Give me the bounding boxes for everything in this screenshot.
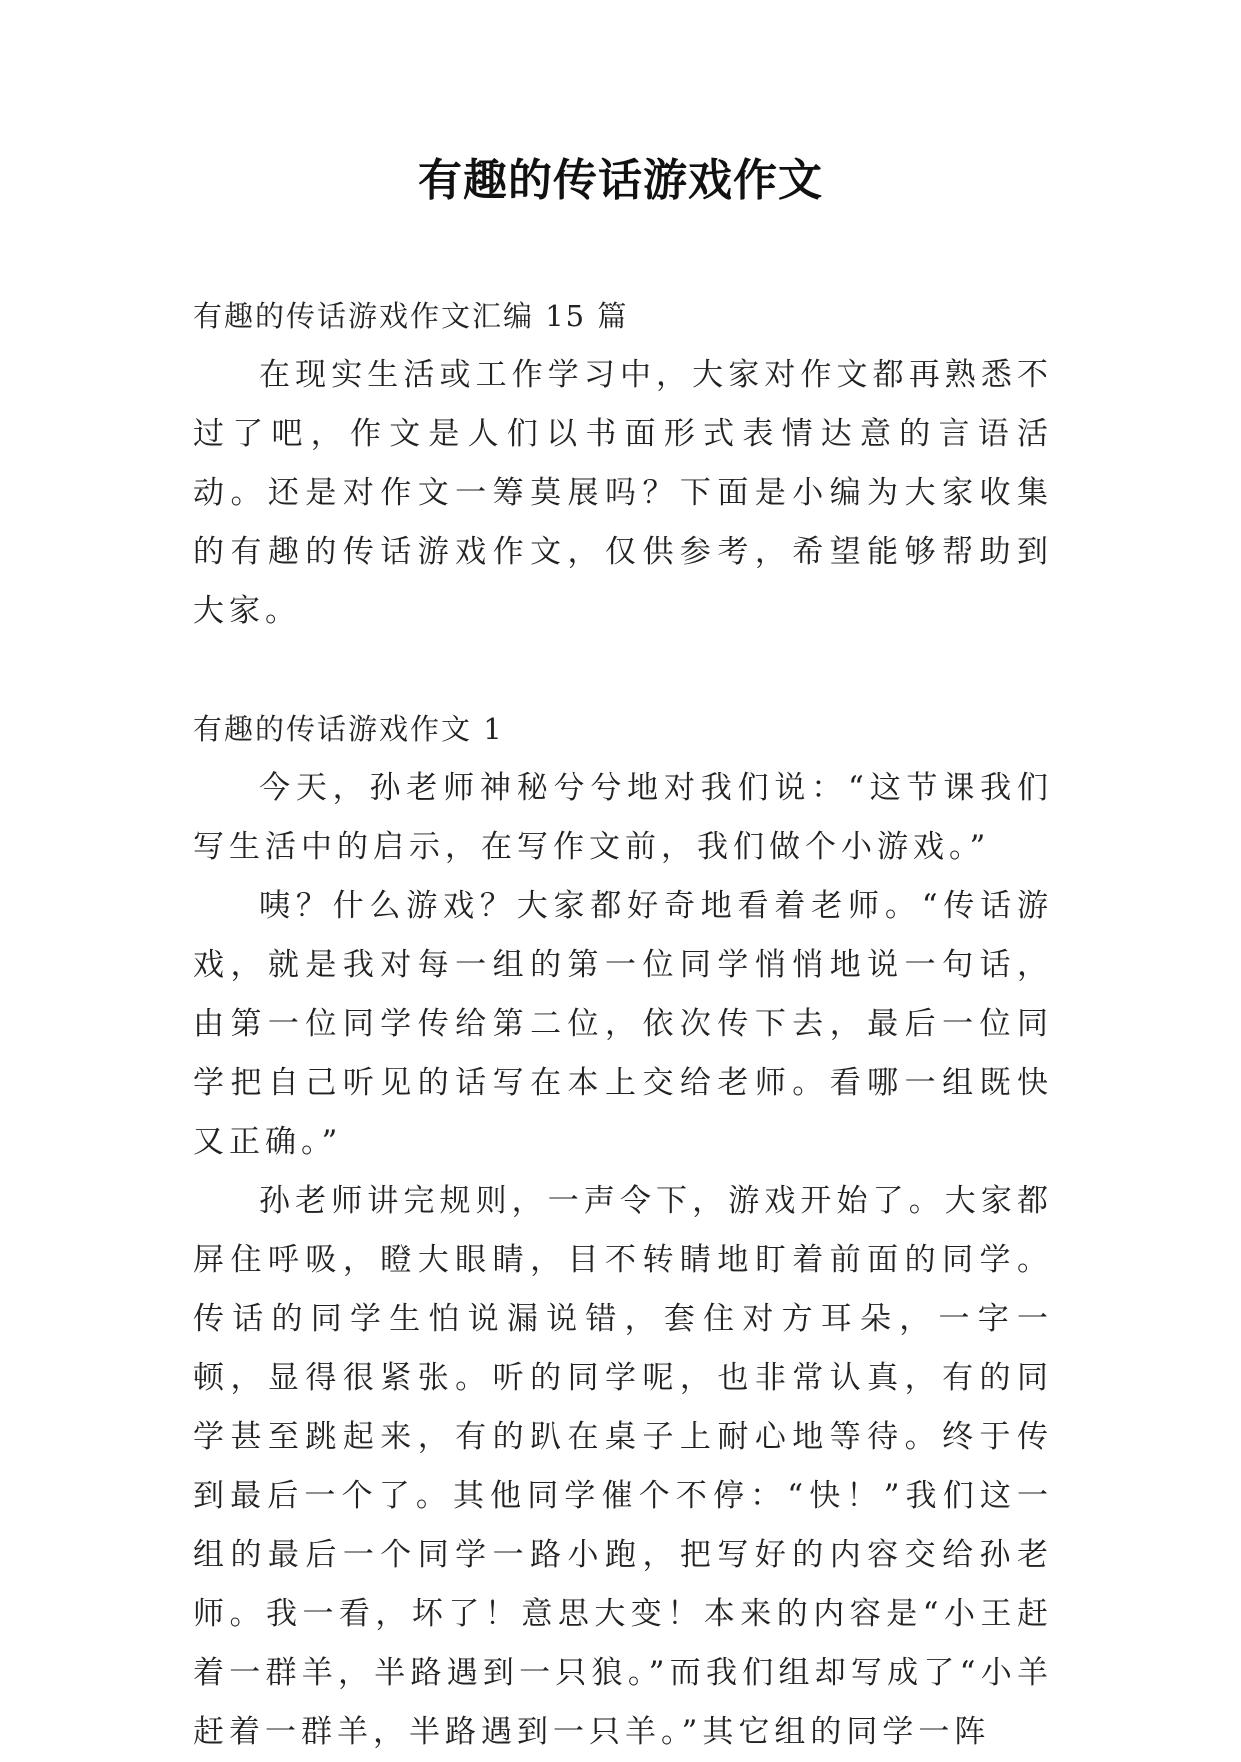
section-paragraph-2: 咦？什么游戏？大家都好奇地看着老师。“传话游戏，就是我对每一组的第一位同学悄悄地说一句话，由第一位同学传给第二位，依次传下去，最后一位同学把自己听见的话写在本上交给老师。看哪一组既快又正确。” <box>193 888 1053 1160</box>
section-paragraph-3: 孙老师讲完规则，一声令下，游戏开始了。大家都屏住呼吸，瞪大眼睛，目不转睛地盯着前面的同学。传话的同学生怕说漏说错，套住对方耳朵，一字一顿，显得很紧张。听的同学呢，也非常认真，有的同学甚至跳起来，有的趴在桌子上耐心地等待。终于传到最后一个了。其他同学催个不停：“快！”我们这一组的最后一个同学一路小跑，把写好的内容交给孙老师。我一看，坏了！意思大变！本来的内容是“小王赶着一群羊，半路遇到一只狼。”而我们组却写成了“小羊赶着一群羊，半路遇到一只羊。”其它组的同学一阵 <box>193 1183 1053 1750</box>
document-body <box>193 287 1053 1762</box>
document-title: 有趣的传话游戏作文 <box>418 155 823 206</box>
section-spacer <box>193 641 1053 700</box>
section-heading: 有趣的传话游戏作文 1 <box>193 712 504 746</box>
document-subtitle: 有趣的传话游戏作文汇编 15 篇 <box>193 299 629 333</box>
section-paragraph-1: 今天，孙老师神秘兮兮地对我们说：“这节课我们写生活中的启示，在写作文前，我们做个小游戏。” <box>193 770 1053 865</box>
intro-paragraph: 在现实生活或工作学习中，大家对作文都再熟悉不过了吧，作文是人们以书面形式表情达意的言语活动。还是对作文一筹莫展吗？下面是小编为大家收集的有趣的传话游戏作文，仅供参考，希望能够帮助到大家。 <box>193 357 1053 629</box>
